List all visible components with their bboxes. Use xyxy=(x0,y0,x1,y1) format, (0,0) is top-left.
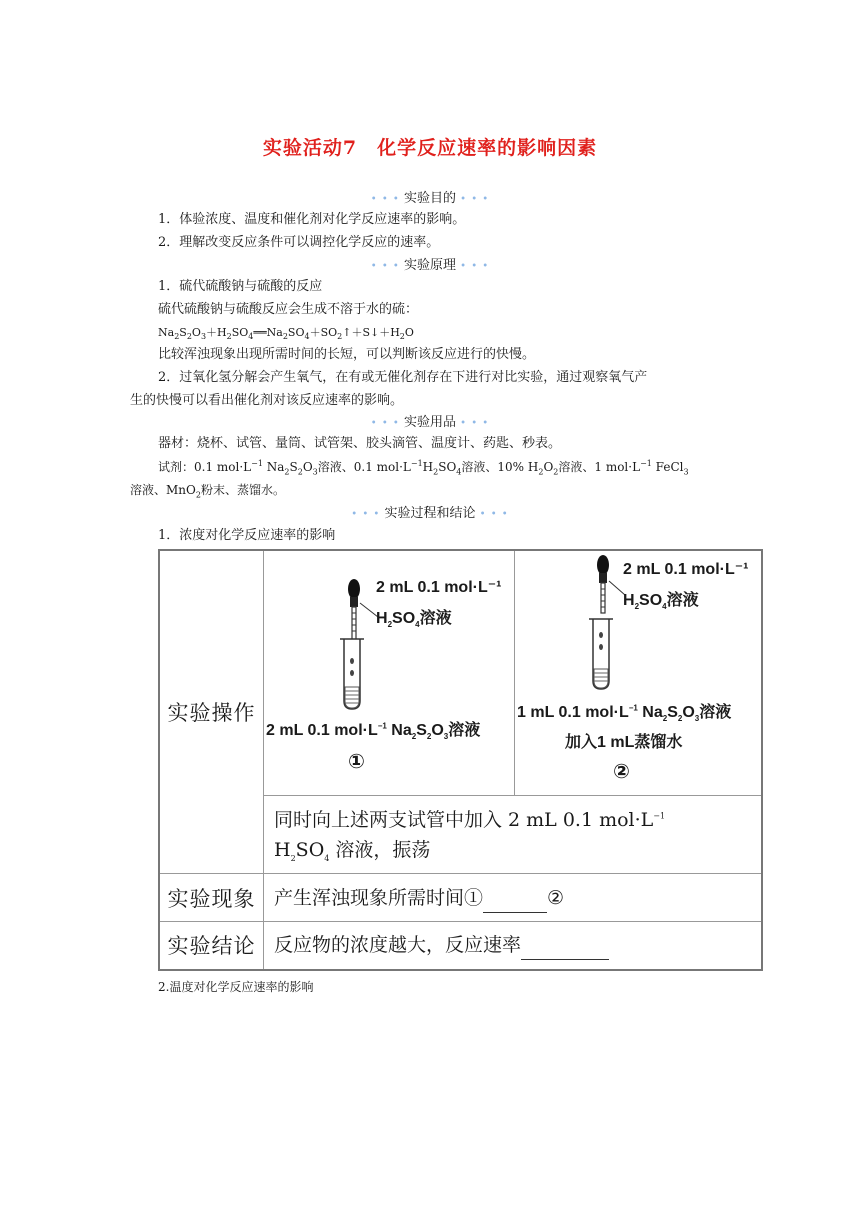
principle-item1-desc: 硫代硫酸钠与硫酸反应会生成不溶于水的硫： xyxy=(158,302,419,317)
purpose-item-2: 2．理解改变反应条件可以调控化学反应的速率。 xyxy=(158,235,440,250)
dots-decoration-left: • • • xyxy=(370,418,400,429)
process-sub1: 1．浓度对化学反应速率的影响 xyxy=(158,528,336,543)
materials-reagents-line2: 溶液、MnO$_2$粉末、蒸馏水。 xyxy=(130,483,285,500)
section-title-process: 实验过程和结论 xyxy=(384,506,476,521)
answer-blank-phenomenon[interactable] xyxy=(483,892,547,913)
operation-text-2: $H_2SO_4$ 溶液，振荡 xyxy=(274,838,431,863)
dropper-label-2a: 2 mL 0.1 mol·L⁻¹ xyxy=(623,561,749,578)
operation-text-1: 同时向上述两支试管中加入 2 mL 0.1 $mol\cdot L^{-1}$ xyxy=(274,808,666,831)
section-title-principle: 实验原理 xyxy=(403,258,456,273)
section-title-purpose: 实验目的 xyxy=(403,191,456,206)
section-heading-principle xyxy=(0,257,860,275)
dots-decoration-right: • • • xyxy=(479,509,509,520)
tube-label-2: 1 mL 0.1 $mol\cdot L^{-1}$ $Na_2S_2O_3$溶液 xyxy=(517,703,732,724)
phenomenon-cell xyxy=(264,874,763,922)
materials-reagents-line1: 试剂：0.1 $mol\cdot L^{-1}$ $Na_2S_2O_3$溶液、0.1 $mol\cdot L^{-1}H_2SO_4$溶液、10% $H_2O_2$溶液、1 $mol\cdot L^{-1}$ FeCl$_3$ xyxy=(158,459,689,477)
label-operation: 实验操作 xyxy=(159,550,264,874)
answer-blank-conclusion[interactable] xyxy=(521,939,609,960)
section-heading-materials xyxy=(0,414,860,432)
section-title-materials: 实验用品 xyxy=(403,415,456,430)
dropper-label-2b: $H_2SO_4$溶液 xyxy=(623,592,699,612)
reaction-equation: $Na_2S_2O_3+H_2SO_4══Na_2SO_4+SO_2↑+S↓+H_2O$ xyxy=(158,326,414,342)
dots-decoration-right: • • • xyxy=(460,418,490,429)
section-heading-purpose xyxy=(0,190,860,208)
principle-item1-judge: 比较浑浊现象出现所需时间的长短，可以判断该反应进行的快慢。 xyxy=(158,347,536,362)
experiment-table xyxy=(158,549,763,971)
phenomenon-text-b: ② xyxy=(547,886,565,909)
principle-item2-line1: 2．过氧化氢分解会产生氧气，在有或无催化剂存在下进行对比实验，通过观察氧气产 xyxy=(158,370,648,385)
conclusion-text: 反应物的浓度越大，反应速率 xyxy=(274,934,522,957)
tube-label-1: 2 mL 0.1 $mol\cdot L^{-1}$ $Na_2S_2O_3$溶液 xyxy=(266,721,481,742)
conclusion-cell xyxy=(264,922,763,970)
dropper-label-1b: $H_2SO_4$溶液 xyxy=(376,610,452,630)
figure-number-1: ① xyxy=(348,751,365,773)
principle-item1-title: 1．硫代硫酸钠与硫酸的反应 xyxy=(158,279,323,294)
phenomenon-text-a: 产生浑浊现象所需时间① xyxy=(274,886,484,909)
section-heading-process xyxy=(0,505,860,523)
principle-item2-line2: 生的快慢可以看出催化剂对该反应速率的影响。 xyxy=(130,393,404,408)
dots-decoration-left: • • • xyxy=(370,261,400,272)
page-title: 实验活动7 化学反应速率的影响因素 xyxy=(262,137,598,159)
figure-cell-2 xyxy=(515,550,763,796)
figure-cell-1 xyxy=(264,550,515,796)
dropper-label-1a: 2 mL 0.1 mol·L⁻¹ xyxy=(376,579,502,596)
dots-decoration-right: • • • xyxy=(460,194,490,205)
tube-label-2b: 加入1 mL蒸馏水 xyxy=(565,734,683,751)
dots-decoration-right: • • • xyxy=(460,261,490,272)
dots-decoration-left: • • • xyxy=(351,509,381,520)
figure-number-2: ② xyxy=(613,761,630,783)
purpose-item-1: 1．体验浓度、温度和催化剂对化学反应速率的影响。 xyxy=(158,212,466,227)
operation-text-cell xyxy=(264,796,763,874)
label-phenomenon: 实验现象 xyxy=(159,874,264,922)
dots-decoration-left: • • • xyxy=(370,194,400,205)
materials-equipment: 器材：烧杯、试管、量筒、试管架、胶头滴管、温度计、药匙、秒表。 xyxy=(158,436,562,451)
label-conclusion: 实验结论 xyxy=(159,922,264,970)
process-sub2: 2.温度对化学反应速率的影响 xyxy=(158,980,314,994)
